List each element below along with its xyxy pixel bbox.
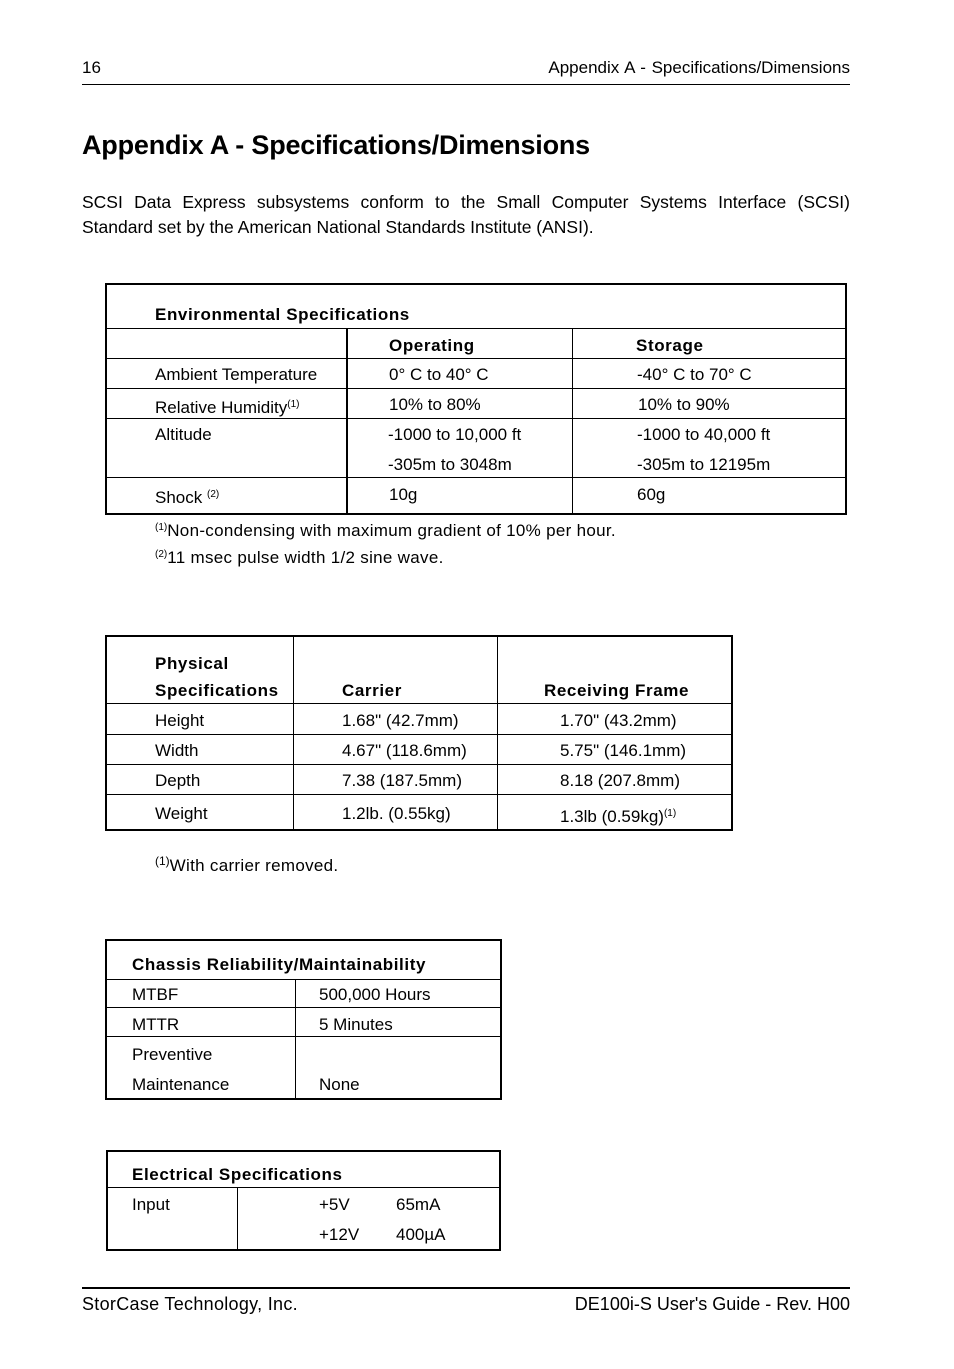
intro-paragraph: SCSI Data Express subsystems conform to the Small Computer Systems Interface (SCSI) Standard set by the American National Standards Institute (ANSI). [82,192,850,237]
row-label: Ambient Temperature [155,365,318,384]
cell-operating-metric: -305m to 3048m [388,455,512,474]
row-label: Weight [155,804,208,823]
cell-frame: 8.18 (207.8mm) [560,771,680,790]
row-label: Width [155,741,199,760]
physical-title-line1: Physical [155,654,229,673]
cell-storage: 10% to 90% [638,395,730,414]
col-carrier: Carrier [342,681,402,700]
cell-storage: 60g [637,485,666,504]
footer-rule [82,1287,850,1289]
electrical-title: Electrical Specifications [132,1165,343,1184]
row-label: MTBF [132,985,179,1004]
col-operating: Operating [389,336,475,355]
header-rule [82,84,850,85]
environmental-title: Environmental Specifications [155,305,410,324]
page-number: 16 [82,58,101,77]
row-label-cont: Maintenance [132,1075,230,1094]
cell-carrier: 1.68" (42.7mm) [342,711,459,730]
footer-company: StorCase Technology, Inc. [82,1294,298,1314]
cell-frame: 1.3lb $(0.59kg)^{(1)}$ [560,807,677,826]
footnote: $^{(1)}$With carrier removed. [155,854,339,875]
row-label: Input [132,1195,170,1214]
chassis-title: Chassis Reliability/Maintainability [132,955,427,974]
row-label: Depth [155,771,201,790]
row-label: MTTR [132,1015,180,1034]
cell-operating: 10g [389,485,418,504]
row-label: Relative Humidity$^{(1)}$ [155,398,300,417]
cell-operating: 0° C to 40° C [389,365,489,384]
col-storage: Storage [636,336,704,355]
cell-carrier: 7.38 (187.5mm) [342,771,462,790]
footnote: $^{(1)}$Non-condensing with maximum gradient of 10% per hour. [155,521,616,540]
cell-value: None [319,1075,360,1094]
cell-storage: -40° C to 70° C [637,365,752,384]
cell-frame: 1.70" (43.2mm) [560,711,677,730]
cell-value: 500,000 Hours [319,985,431,1004]
cell-operating: -1000 to 10,000 ft [388,425,522,444]
cell-value: 5 Minutes [319,1015,393,1034]
cell-carrier: 1.2lb. (0.55kg) [342,804,451,823]
row-label: Shock $^{(2)}$ [155,488,220,507]
page-title: Appendix A - Specifications/Dimensions [82,130,590,160]
cell-frame: 5.75" (146.1mm) [560,741,687,760]
cell-current: 400µA [396,1225,446,1244]
cell-voltage: +5V [319,1195,350,1214]
row-label: Height [155,711,205,730]
footer-document: DE100i-S User's Guide - Rev. H00 [574,1294,850,1314]
col-receiving-frame: Receiving Frame [544,681,690,700]
cell-carrier: 4.67" (118.6mm) [342,741,467,760]
physical-title-line2: Specifications [155,681,279,700]
cell-storage-metric: -305m to 12195m [637,455,771,474]
footnote: $^{(2)}$11 msec pulse width 1/2 sine wave. [155,548,444,567]
cell-storage: -1000 to 40,000 ft [637,425,771,444]
cell-operating: 10% to 80% [389,395,481,414]
running-header: Appendix A - Specifications/Dimensions [548,58,850,77]
row-label: Preventive [132,1045,213,1064]
row-label: Altitude [155,425,212,444]
cell-current: 65mA [396,1195,441,1214]
cell-voltage: +12V [319,1225,360,1244]
